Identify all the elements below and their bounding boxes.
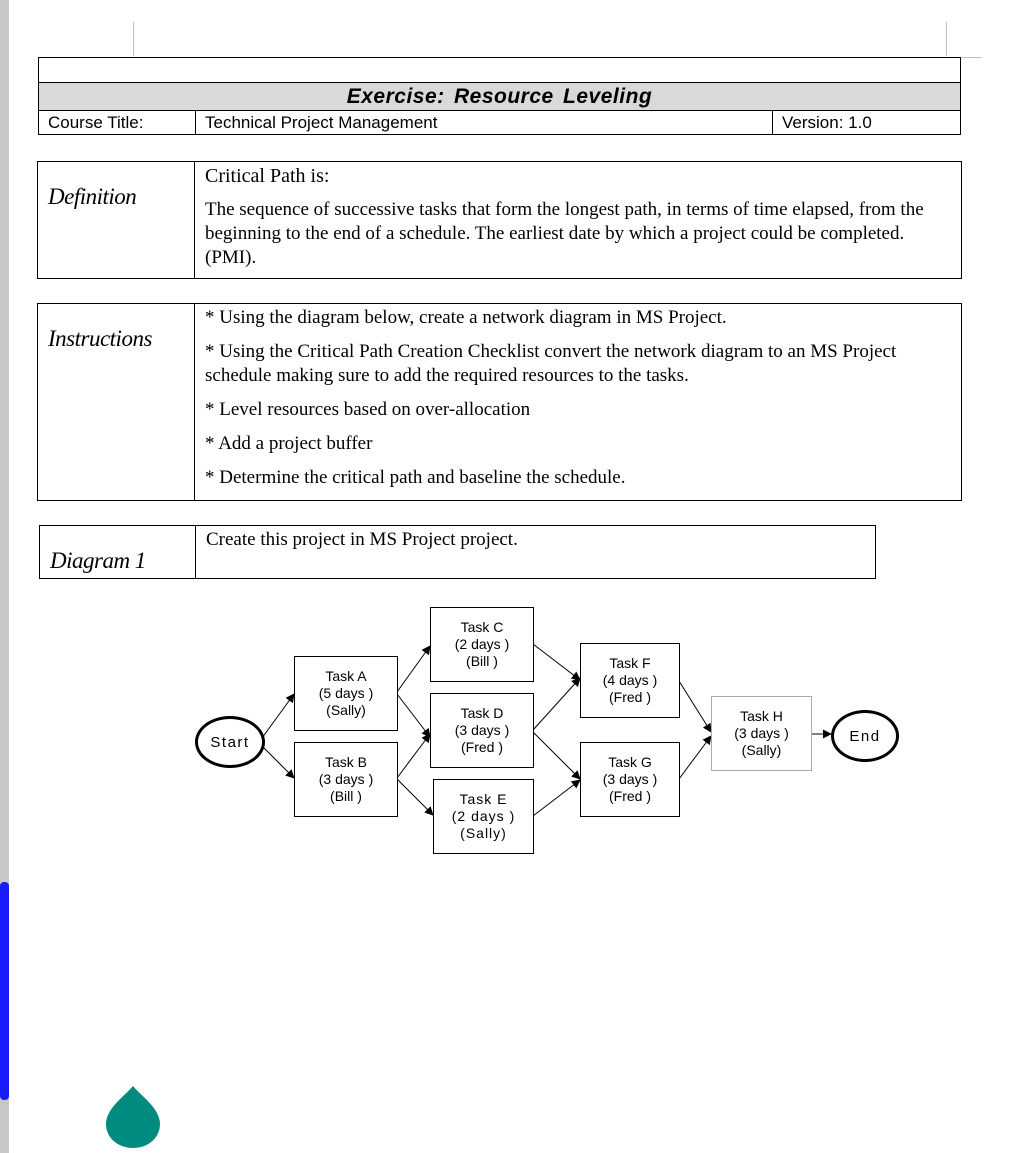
task-name: Task A [325, 668, 367, 684]
instructions-label: Instructions [38, 304, 195, 500]
task-node-d [430, 693, 534, 768]
course-title-label: Course Title: [39, 111, 196, 135]
task-name: Task F [609, 655, 651, 671]
definition-label: Definition [38, 162, 195, 278]
arrow-e-g [533, 780, 580, 816]
arrow-start-b [262, 746, 294, 778]
task-duration: (3 days ) [602, 771, 658, 787]
arrow-d-f [533, 678, 580, 730]
task-node-e [433, 779, 534, 854]
arrow-g-h [679, 736, 711, 779]
start-node: Start [195, 716, 265, 768]
task-resource: (Sally) [741, 742, 782, 758]
task-duration: (4 days ) [602, 672, 658, 688]
instruction-item: * Level resources based on over-allocation [205, 399, 531, 420]
task-duration: (5 days ) [318, 685, 374, 701]
arrow-f-h [679, 681, 711, 732]
version-label: Version: 1.0 [773, 111, 961, 135]
task-duration: (3 days ) [454, 722, 510, 738]
header-blank-row [39, 58, 961, 83]
task-duration: (2 days ) [454, 636, 510, 652]
task-name: Task B [324, 754, 367, 770]
task-node-f [580, 643, 680, 718]
task-name: Task G [608, 754, 652, 770]
arrow-a-c [397, 646, 430, 692]
task-node-a [294, 656, 398, 731]
teal-drop-icon [106, 1086, 160, 1148]
margin-marker [133, 22, 134, 56]
task-resource: (Fred ) [609, 689, 651, 705]
arrow-d-g [533, 732, 580, 779]
task-name: Task D [460, 705, 504, 721]
task-name: Task C [460, 619, 504, 635]
margin-marker [962, 57, 982, 58]
task-duration: (2 days ) [451, 808, 516, 824]
task-resource: (Bill ) [466, 653, 498, 669]
vertical-scrollbar[interactable] [0, 882, 9, 1100]
arrow-a-d [397, 694, 430, 737]
margin-marker [946, 22, 947, 56]
task-duration: (3 days ) [318, 771, 374, 787]
arrow-c-f [533, 644, 580, 680]
course-title-value: Technical Project Management [196, 111, 773, 135]
task-node-h [711, 696, 812, 771]
definition-box [37, 161, 962, 279]
definition-heading: Critical Path is: [205, 165, 330, 187]
instruction-item: * Determine the critical path and baseline the schedule. [205, 467, 626, 488]
diagram-label: Diagram 1 [40, 526, 196, 578]
diagram-instruction: Create this project in MS Project project. [206, 529, 518, 550]
instruction-item: * Using the diagram below, create a network diagram in MS Project. [205, 307, 727, 328]
instruction-item: * Add a project buffer [205, 433, 373, 454]
task-name: Task H [740, 708, 783, 724]
arrow-b-e [397, 779, 433, 815]
arrow-start-a [262, 694, 294, 738]
task-node-g [580, 742, 680, 817]
task-name: Task E [459, 791, 508, 807]
task-resource: (Sally) [326, 702, 366, 718]
arrow-b-d [397, 734, 430, 778]
diagram-box [39, 525, 876, 579]
task-resource: (Fred ) [461, 739, 503, 755]
task-resource: (Bill ) [330, 788, 362, 804]
task-node-c [430, 607, 534, 682]
end-node: End [831, 710, 899, 762]
task-resource: (Sally) [460, 825, 507, 841]
instructions-box [37, 303, 962, 501]
header-table [38, 57, 961, 135]
task-resource: (Fred ) [609, 788, 651, 804]
task-duration: (3 days ) [734, 725, 789, 741]
definition-text: The sequence of successive tasks that form the longest path, in terms of time elapsed, from the beginning to the end of a schedule. The earliest date by which a project could be completed. (PMI). [205, 199, 924, 268]
instruction-item: * Using the Critical Path Creation Checklist convert the network diagram to an MS Project schedule making sure to add the required resources to the tasks. [205, 341, 897, 386]
exercise-title: Exercise: Resource Leveling [39, 83, 961, 111]
task-node-b [294, 742, 398, 817]
